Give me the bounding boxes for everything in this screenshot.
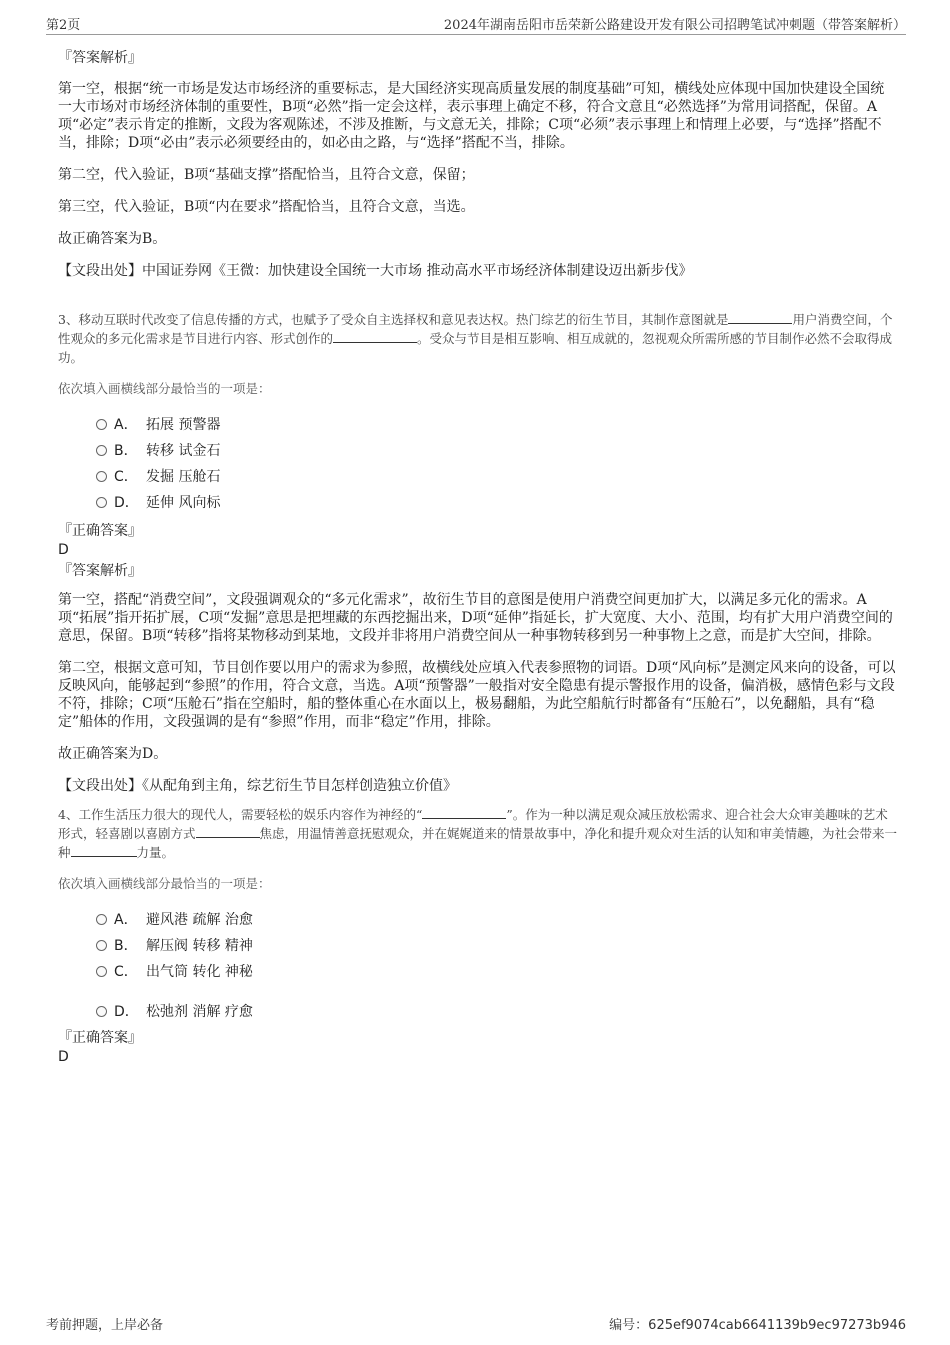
page-footer bbox=[46, 1314, 906, 1332]
document-code: 编号：625ef9074cab6641139b9ec97273b946 bbox=[609, 1318, 906, 1333]
source-citation: 【文段出处】《从配角到主角，综艺衍生节目怎样创造独立价值》 bbox=[58, 778, 457, 794]
analysis-tag: 『答案解析』 bbox=[58, 50, 142, 66]
question-hint: 依次填入画横线部分最恰当的一项是： bbox=[58, 876, 271, 891]
correct-answer: D bbox=[58, 542, 69, 558]
radio-icon[interactable] bbox=[96, 914, 107, 925]
option-a[interactable]: A． 拓展 预警器 bbox=[96, 411, 898, 437]
question-3-options bbox=[96, 411, 898, 515]
analysis-paragraph: 第三空，代入验证，B项“内在要求”搭配恰当，且符合文意，当选。 bbox=[58, 199, 475, 215]
question-3-text: 3、移动互联时代改变了信息传播的方式，也赋予了受众自主选择权和意见表达权。热门综艺的衍生节目，其制作意图就是 用户消费空间，个性观众的多元化需求是节目进行内容、形式创作的 。受众与节目是相互影响、相互成就的，忽视观众所需所感的节目制作必然不会取得成功。 bbox=[58, 312, 893, 365]
option-d[interactable]: D． 延伸 风向标 bbox=[96, 489, 898, 515]
option-c[interactable]: C． 出气筒 转化 神秘 bbox=[96, 958, 898, 984]
blank bbox=[196, 825, 260, 838]
blank bbox=[728, 311, 792, 324]
answer-conclusion: 故正确答案为D。 bbox=[58, 746, 168, 762]
option-d[interactable]: D． 松弛剂 消解 疗愈 bbox=[96, 998, 898, 1024]
option-b[interactable]: B． 转移 试金石 bbox=[96, 437, 898, 463]
page-header bbox=[46, 14, 906, 35]
source-citation: 【文段出处】中国证券网《王微：加快建设全国统一大市场 推动高水平市场经济体制建设迈出新步伐》 bbox=[58, 263, 693, 279]
document-title: 2024年湖南岳阳市岳荣新公路建设开发有限公司招聘笔试冲刺题（带答案解析） bbox=[443, 18, 906, 33]
question-4-options bbox=[96, 906, 898, 1024]
blank bbox=[71, 844, 137, 857]
correct-answer-tag: 『正确答案』 bbox=[58, 1030, 142, 1046]
analysis-paragraph: 第二空，代入验证，B项“基础支撑”搭配恰当，且符合文意，保留； bbox=[58, 167, 475, 183]
radio-icon[interactable] bbox=[96, 940, 107, 951]
radio-icon[interactable] bbox=[96, 419, 107, 430]
analysis-tag: 『答案解析』 bbox=[58, 563, 142, 579]
option-a[interactable]: A． 避风港 疏解 治愈 bbox=[96, 906, 898, 932]
blank bbox=[422, 806, 506, 819]
answer-conclusion: 故正确答案为B。 bbox=[58, 231, 167, 247]
question-4-text: 4、工作生活压力很大的现代人，需要轻松的娱乐内容作为神经的“ ”。作为一种以满足观众减压放松需求、迎合社会大众审美趣味的艺术形式，轻喜剧以喜剧方式 焦虑，用温情善意抚慰观众，并在娓娓道来的情景故事中，净化和提升观众对生活的认知和审美情趣，为社会带来一种 力量。 bbox=[58, 807, 898, 860]
correct-answer-tag: 『正确答案』 bbox=[58, 523, 142, 539]
radio-icon[interactable] bbox=[96, 1006, 107, 1017]
radio-icon[interactable] bbox=[96, 966, 107, 977]
footer-slogan: 考前押题，上岸必备 bbox=[46, 1318, 164, 1333]
question-hint: 依次填入画横线部分最恰当的一项是： bbox=[58, 381, 271, 396]
radio-icon[interactable] bbox=[96, 445, 107, 456]
correct-answer: D bbox=[58, 1049, 69, 1065]
document-body bbox=[58, 48, 898, 1066]
radio-icon[interactable] bbox=[96, 471, 107, 482]
analysis-paragraph: 第二空，根据文意可知，节目创作要以用户的需求为参照，故横线处应填入代表参照物的词语。D项“风向标”是测定风来向的设备，可以反映风向，能够起到“参照”的作用，符合文意，当选。A项“预警器”一般指对安全隐患有提示警报作用的设备，偏消极，感情色彩与文段不符，排除；C项“压舱石”指在空船时，船的整体重心在水面以上，极易翻船，为此空船航行时都备有“压舱石”，以免翻船，具有“稳定”船体的作用，文段强调的是有“参照”作用，而非“稳定”作用，排除。 bbox=[58, 660, 896, 730]
analysis-paragraph: 第一空，根据“统一市场是发达市场经济的重要标志，是大国经济实现高质量发展的制度基础”可知，横线处应体现中国加快建设全国统一大市场对市场经济体制的重要性，B项“必然”指一定会这样，表示事理上确定不移，符合文意且“必然选择”为常用词搭配，保留。A项“必定”表示肯定的推断，文段为客观陈述，不涉及推断，与文意无关，排除；C项“必须”表示事理上和情理上必要，与“选择”搭配不当，排除；D项“必由”表示必须要经由的，如必由之路，与“选择”搭配不当，排除。 bbox=[58, 81, 885, 151]
radio-icon[interactable] bbox=[96, 497, 107, 508]
analysis-paragraph: 第一空，搭配“消费空间”，文段强调观众的“多元化需求”，故衍生节目的意图是使用户消费空间更加扩大，以满足多元化的需求。A项“拓展”指开拓扩展，C项“发掘”意思是把埋藏的东西挖掘出来，D项“延伸”指延长，扩大宽度、大小、范围，均有扩大用户消费空间的意思，保留。B项“转移”指将某物移动到某地，文段并非将用户消费空间从一种事物转移到另一种事物上之意，而是扩大空间，排除。 bbox=[58, 592, 893, 644]
blank bbox=[333, 330, 417, 343]
option-b[interactable]: B． 解压阀 转移 精神 bbox=[96, 932, 898, 958]
option-c[interactable]: C． 发掘 压舱石 bbox=[96, 463, 898, 489]
page-number: 第2页 bbox=[46, 18, 81, 33]
